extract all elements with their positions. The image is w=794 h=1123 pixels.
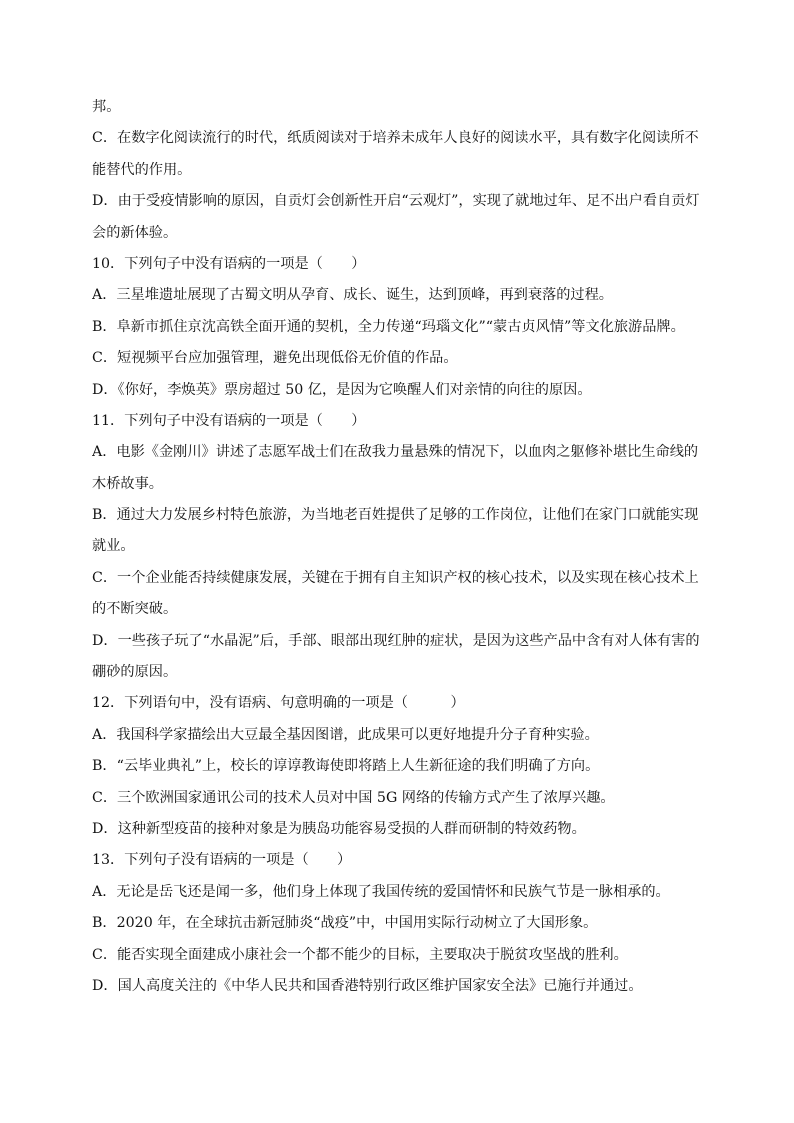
text-line: 硼砂的原因。 bbox=[92, 664, 178, 681]
text-line: 木桥故事。 bbox=[92, 475, 163, 492]
option-b-line: B．2020 年，在全球抗击新冠肺炎“战疫”中，中国用实际行动树立了大国形象。 bbox=[92, 915, 598, 932]
option-a-line: A．电影《金刚川》讲述了志愿军战士们在敌我力量悬殊的情况下，以血肉之躯修补堪比生命线的 bbox=[92, 444, 699, 461]
option-b-line: B．阜新市抓住京沈高铁全面开通的契机，全力传递“玛瑙文化”“蒙古贞风情”等文化旅游品牌。 bbox=[92, 318, 685, 335]
option-b-line: B．通过大力发展乡村特色旅游，为当地老百姓提供了足够的工作岗位，让他们在家门口就能实现 bbox=[92, 507, 699, 524]
option-d-line: D．《你好，李焕英》票房超过 50 亿，是因为它唤醒人们对亲情的向往的原因。 bbox=[92, 381, 592, 398]
text-line: 邦。 bbox=[92, 99, 121, 115]
option-a-line: A．无论是岳飞还是闻一多，他们身上体现了我国传统的爱国情怀和民族气节是一脉相承的。 bbox=[92, 883, 670, 900]
text-line: 就业。 bbox=[92, 538, 135, 555]
option-d-line: D．国人高度关注的《中华人民共和国香港特别行政区维护国家安全法》已施行并通过。 bbox=[92, 977, 643, 994]
question-13-title: 13．下列句子没有语病的一项是（ ） bbox=[92, 852, 352, 869]
option-c-line: C．一个企业能否持续健康发展，关键在于拥有自主知识产权的核心技术，以及实现在核心技术上 bbox=[92, 569, 699, 586]
text-line: 的不断突破。 bbox=[92, 601, 178, 618]
option-c-line: C．短视频平台应加强管理，避免出现低俗无价值的作品。 bbox=[92, 350, 458, 367]
document-page bbox=[92, 92, 702, 1002]
option-d-line: D．这种新型疫苗的接种对象是为胰岛功能容易受损的人群而研制的特效药物。 bbox=[92, 820, 586, 837]
option-a-line: A．我国科学家描绘出大豆最全基因图谱，此成果可以更好地提升分子育种实验。 bbox=[92, 726, 599, 743]
option-c-line: C．三个欧洲国家通讯公司的技术人员对中国 5G 网络的传输方式产生了浓厚兴趣。 bbox=[92, 789, 615, 806]
question-12-title: 12．下列语句中，没有语病、句意明确的一项是（ ） bbox=[92, 695, 465, 712]
question-10-title: 10．下列句子中没有语病的一项是（ ） bbox=[92, 255, 366, 272]
option-d-line: D．由于受疫情影响的原因，自贡灯会创新性开启“云观灯”，实现了就地过年、足不出户看自贡灯 bbox=[92, 193, 700, 210]
option-c-line: C．在数字化阅读流行的时代，纸质阅读对于培养未成年人良好的阅读水平，具有数字化阅读所不 bbox=[92, 130, 699, 147]
option-c-line: C．能否实现全面建成小康社会一个都不能少的目标，主要取决于脱贫攻坚战的胜利。 bbox=[92, 946, 628, 963]
option-d-line: D．一些孩子玩了“水晶泥”后，手部、眼部出现红肿的症状，是因为这些产品中含有对人体有害的 bbox=[92, 632, 700, 649]
text-line: 会的新体验。 bbox=[92, 224, 178, 241]
text-line: 能替代的作用。 bbox=[92, 161, 192, 178]
question-11-title: 11．下列句子中没有语病的一项是（ ） bbox=[92, 412, 366, 429]
option-b-line: B．“云毕业典礼”上，校长的谆谆教诲使即将踏上人生新征途的我们明确了方向。 bbox=[92, 758, 600, 775]
option-a-line: A．三星堆遗址展现了古蜀文明从孕育、成长、诞生，达到顶峰，再到衰落的过程。 bbox=[92, 287, 613, 304]
